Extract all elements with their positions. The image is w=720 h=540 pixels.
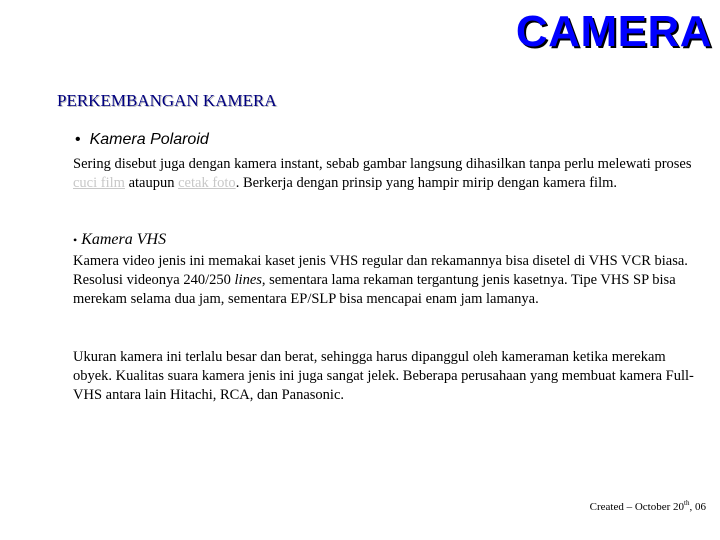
bullet-kamera-polaroid [75,131,209,149]
credit-prefix: Created – October 20 [589,501,685,513]
polaroid-description [73,155,693,193]
vhs-description [73,252,698,310]
polaroid-text-part1: Sering disebut juga dengan kamera instant, sebab gambar langsung dihasilkan tanpa perlu melewati proses [73,156,692,172]
vhs-text-part1: Kamera video jenis ini memakai kaset jenis VHS regular dan rekamannya bisa disetel di VHS VCR biasa. Resolusi videonya 240/250 [73,253,688,289]
vhs-lines-word: lines [234,272,262,289]
slide-title: CAMERA [515,7,712,56]
polaroid-text-part3: . Berkerja dengan prinsip yang hampir mirip dengan kamera film. [235,175,617,192]
link-cetak-foto[interactable]: cetak foto [178,175,236,192]
bullet-label: Kamera VHS [81,231,167,248]
bullet-marker: • [75,131,81,148]
bullet-marker: • [73,233,78,247]
bullet-label: Kamera Polaroid [89,131,209,148]
credit-superscript: th [684,499,690,507]
vhs-description-2: Ukuran kamera ini terlalu besar dan berat, sehingga harus dipanggul oleh kameraman ketika merekam obyek. Kualitas suara kamera jenis ini juga sangat jelek. Beberapa perusahaan yang membuat kamera Full-VHS antara lain Hitachi, RCA, dan Panasonic. [73,349,694,404]
vhs-text-part2: , sementara lama rekaman tergantung jenis kasetnya. Tipe VHS SP bisa merekam selama dua jam, sementara EP/SLP bisa mencapai enam jam lamanya. [73,272,676,308]
polaroid-text-part2: ataupun [124,175,179,192]
footer-credit [590,500,706,514]
bullet-kamera-vhs [73,230,166,250]
section-heading: PERKEMBANGAN KAMERA [57,91,277,110]
link-cuci-film[interactable]: cuci film [73,175,125,192]
credit-suffix: , 06 [689,501,706,513]
